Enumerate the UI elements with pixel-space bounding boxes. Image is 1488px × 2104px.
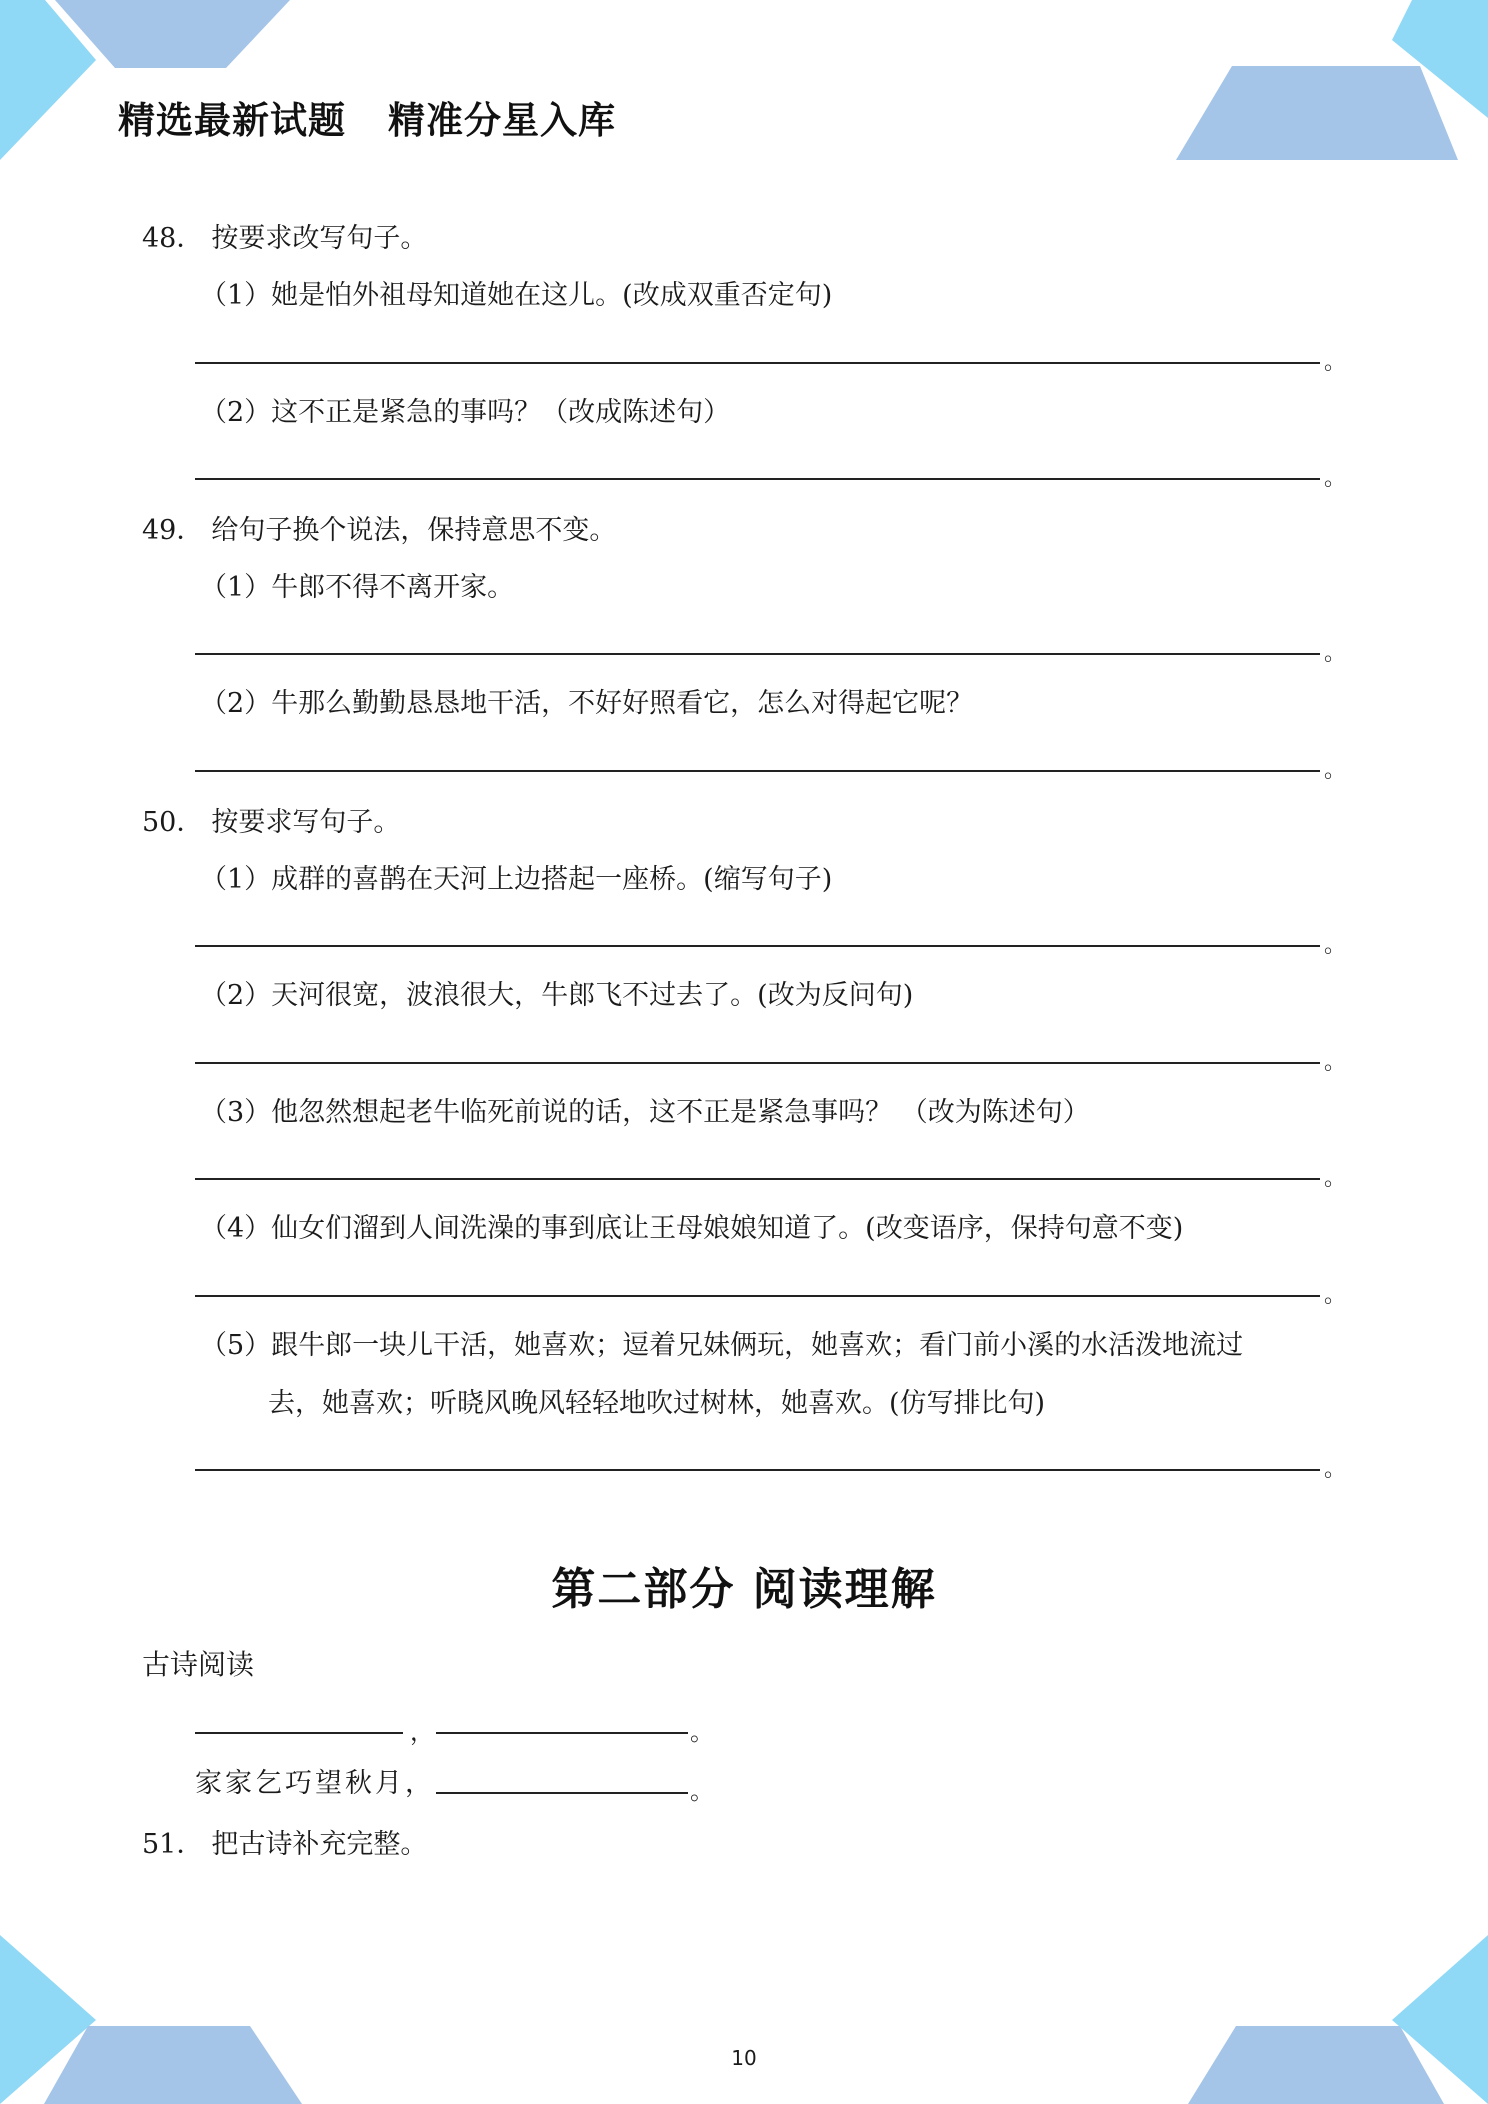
header-title-part2: 精准分星入库 (388, 99, 616, 142)
answer-line-q50-1[interactable] (195, 945, 1320, 947)
deco-bottom-right-triangle (1392, 1935, 1488, 2104)
answer-period: 。 (1324, 466, 1347, 491)
question-51 (142, 1822, 427, 1861)
q49-item-2: （2）牛那么勤勤恳恳地干活，不好好照看它，怎么对得起它呢？ (200, 688, 974, 719)
answer-line-q48-2[interactable] (195, 478, 1320, 480)
poem-line-2: 家家乞巧望秋月， (195, 1768, 435, 1799)
q50-item-4: （4）仙女们溜到人间洗澡的事到底让王母娘娘知道了。(改变语序，保持句意不变) (200, 1213, 1184, 1244)
q50-item-5: （5）跟牛郎一块儿干活，她喜欢；逗着兄妹俩玩，她喜欢；看门前小溪的水活泼地流过 (200, 1330, 1244, 1361)
q50-item-1: （1）成群的喜鹊在天河上边搭起一座桥。(缩写句子) (200, 864, 833, 895)
question-number: 48． (142, 223, 204, 254)
answer-period: 。 (1324, 1166, 1347, 1191)
header-title (118, 90, 616, 144)
answer-period: 。 (1324, 1050, 1347, 1075)
q48-item-1: （1）她是怕外祖母知道她在这儿。(改成双重否定句) (200, 280, 833, 311)
question-prompt: 按要求写句子。 (211, 807, 401, 838)
question-50 (142, 800, 400, 839)
question-number: 50． (142, 807, 204, 838)
deco-top-left-triangle (0, 0, 96, 160)
question-number: 49． (142, 515, 204, 546)
poem-period: 。 (690, 1718, 714, 1746)
q50-item-2: （2）天河很宽，波浪很大，牛郎飞不过去了。(改为反问句) (200, 980, 914, 1011)
answer-period: 。 (1324, 1283, 1347, 1308)
answer-line-q50-2[interactable] (195, 1062, 1320, 1064)
answer-period: 。 (1324, 641, 1347, 666)
deco-bottom-left-triangle (0, 1935, 96, 2104)
question-49 (142, 508, 616, 547)
answer-line-q49-1[interactable] (195, 653, 1320, 655)
answer-line-q50-3[interactable] (195, 1178, 1320, 1180)
question-prompt: 给句子换个说法，保持意思不变。 (211, 515, 617, 546)
answer-line-q50-5[interactable] (195, 1469, 1320, 1471)
question-48 (142, 216, 427, 255)
answer-period: 。 (1324, 350, 1347, 375)
answer-period: 。 (1324, 1457, 1347, 1482)
question-number: 51． (142, 1829, 204, 1860)
page-number: 10 (731, 2046, 757, 2070)
deco-top-left-band (55, 0, 290, 68)
deco-top-right-triangle (1392, 0, 1488, 118)
q50-item-3: （3）他忽然想起老牛临死前说的话，这不正是紧急事吗？ （改为陈述句） (200, 1097, 1090, 1128)
q48-item-2: （2）这不正是紧急的事吗？（改成陈述句） (200, 397, 731, 428)
question-prompt: 把古诗补充完整。 (211, 1829, 428, 1860)
poem-period: 。 (690, 1777, 714, 1805)
q49-item-1: （1）牛郎不得不离开家。 (200, 572, 515, 603)
poem-blank-1[interactable] (195, 1732, 403, 1734)
deco-top-right-trapezoid (1176, 66, 1458, 160)
poem-blank-3[interactable] (436, 1792, 688, 1794)
answer-line-q49-2[interactable] (195, 770, 1320, 772)
section-subtitle: 古诗阅读 (142, 1648, 255, 1681)
answer-line-q48-1[interactable] (195, 362, 1320, 364)
answer-line-q50-4[interactable] (195, 1295, 1320, 1297)
answer-period: 。 (1324, 933, 1347, 958)
answer-period: 。 (1324, 758, 1347, 783)
section-title: 第二部分 阅读理解 (551, 1564, 937, 1615)
poem-comma: ， (410, 1718, 434, 1746)
q50-item-5-continued: 去，她喜欢；听晓风晚风轻轻地吹过树林，她喜欢。(仿写排比句) (268, 1388, 1046, 1419)
question-prompt: 按要求改写句子。 (211, 223, 428, 254)
header-title-part1: 精选最新试题 (118, 99, 346, 142)
poem-blank-2[interactable] (436, 1732, 688, 1734)
